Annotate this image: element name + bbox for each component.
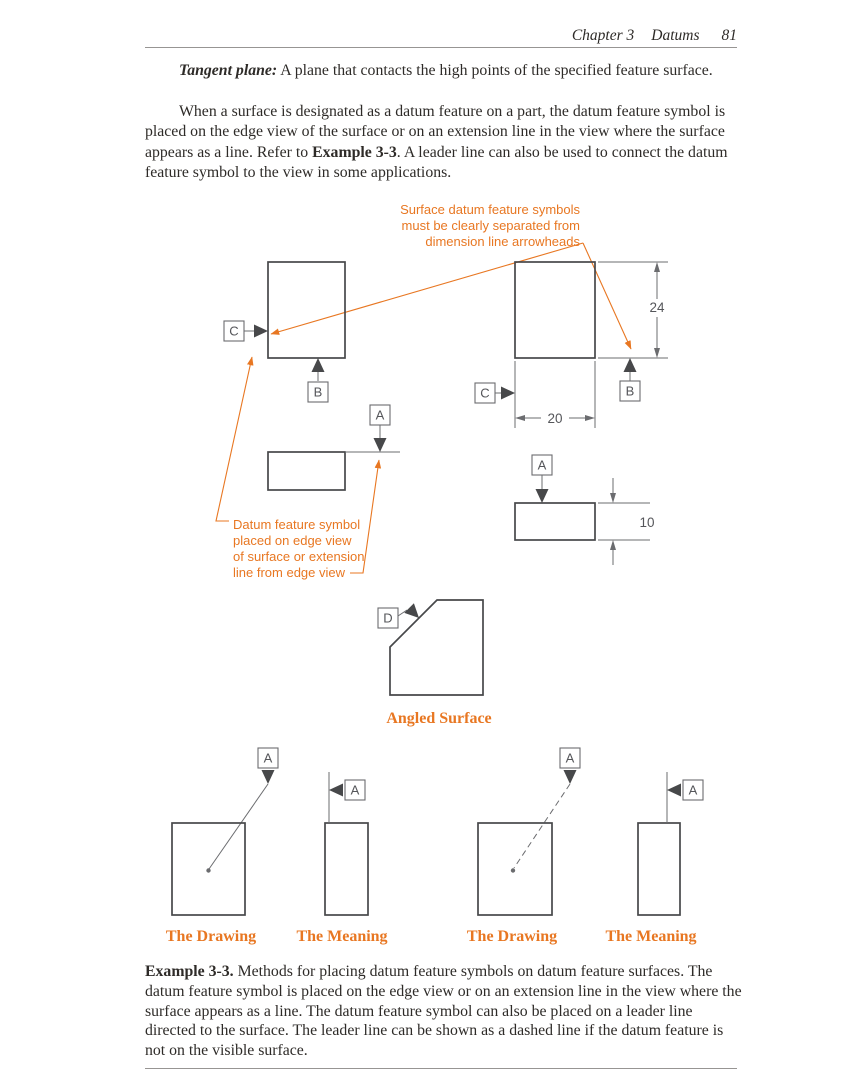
dimension-arrow-up bbox=[654, 262, 660, 272]
datum-b-triangle bbox=[312, 358, 325, 372]
callout-top-line1: Surface datum feature symbols bbox=[400, 202, 580, 217]
the-meaning-label-2: The Meaning bbox=[605, 928, 697, 945]
callout-left-line3: of surface or extension bbox=[233, 549, 365, 564]
the-drawing-label-2: The Drawing bbox=[466, 928, 558, 945]
chapter-label: Chapter 3 bbox=[571, 27, 635, 44]
datum-c-label: C bbox=[229, 323, 239, 339]
callout-top-line2: must be clearly separated from bbox=[401, 218, 580, 233]
datum-c-label: C bbox=[480, 385, 490, 401]
term-tangent-plane: Tangent plane: bbox=[179, 62, 278, 79]
right-dimensioned-view bbox=[475, 262, 668, 428]
datum-b-label: B bbox=[625, 383, 635, 399]
callout-leader-to-datum-b bbox=[583, 243, 631, 349]
callout-leader-to-edge-view bbox=[216, 357, 252, 521]
datum-a-triangle bbox=[536, 489, 549, 503]
datum-a-label-meaning: A bbox=[688, 782, 698, 798]
datum-a-label-meaning: A bbox=[350, 782, 360, 798]
callout-left-line2: placed on edge view bbox=[233, 533, 352, 548]
figure-caption bbox=[145, 962, 743, 1061]
part-outline bbox=[515, 503, 595, 540]
part-outline bbox=[268, 452, 345, 490]
part-outline bbox=[478, 823, 552, 915]
datum-a-triangle bbox=[564, 770, 577, 784]
the-meaning-label-1: The Meaning bbox=[296, 928, 388, 945]
datum-a-label: A bbox=[263, 750, 273, 766]
datum-d-label: D bbox=[383, 610, 393, 626]
leader-dot bbox=[511, 868, 515, 872]
footer-rule bbox=[145, 1068, 737, 1069]
datum-a-triangle-meaning bbox=[329, 784, 343, 797]
datum-feature-text-before: When a surface is designated as a datum feature on a part, the datum feature symbol is placed on the edge view of the surface or on an extension line in the view where the surface appears as a line. Refer to bbox=[145, 103, 726, 161]
leader-dot bbox=[206, 868, 210, 872]
leader-line-solid bbox=[209, 784, 268, 869]
leader-line-dashed-example bbox=[467, 748, 703, 945]
leader-line-solid-example bbox=[166, 748, 388, 945]
datum-a-label: A bbox=[537, 457, 547, 473]
left-edge-view-drawing bbox=[224, 262, 345, 402]
angled-surface-drawing bbox=[378, 600, 492, 727]
callout-left-line1: Datum feature symbol bbox=[233, 517, 361, 532]
datum-c-triangle bbox=[501, 387, 515, 400]
right-lower-dimensioned-view bbox=[515, 455, 655, 565]
tangent-plane-definition: A plane that contacts the high points of the specified feature surface. bbox=[277, 62, 713, 79]
part-outline-meaning bbox=[638, 823, 680, 915]
left-lower-view-drawing bbox=[268, 405, 400, 490]
callout-leader-to-datum-c bbox=[271, 243, 583, 334]
datum-a-triangle bbox=[374, 438, 387, 452]
the-drawing-label-1: The Drawing bbox=[165, 928, 257, 945]
callout-left-line4: line from edge view bbox=[233, 565, 345, 580]
datum-feature-text-after: . A leader line can also be used to connect the datum feature symbol to the view in some applications. bbox=[145, 143, 728, 181]
top-callout bbox=[271, 202, 631, 349]
dimension-arrow-down bbox=[610, 493, 616, 503]
callout-top-line3: dimension line arrowheads bbox=[425, 234, 580, 249]
page-number: 81 bbox=[721, 27, 737, 44]
part-outline-angled bbox=[390, 600, 483, 695]
dimension-arrow-down bbox=[654, 348, 660, 358]
dimension-value-20: 20 bbox=[547, 411, 563, 426]
left-callout bbox=[216, 357, 379, 580]
datum-a-triangle-meaning bbox=[667, 784, 681, 797]
section-label: Datums bbox=[651, 27, 700, 44]
datum-a-label: A bbox=[565, 750, 575, 766]
caption-lead: Example 3-3. bbox=[145, 963, 234, 980]
dimension-arrow-up bbox=[610, 540, 616, 550]
datum-a-triangle bbox=[262, 770, 275, 784]
datum-a-label: A bbox=[375, 407, 385, 423]
caption-body: Methods for placing datum feature symbols on datum feature surfaces. The datum feature symbol is placed on the edge view or on an extension line in the view where the surface appears as a line. The datum feature symbol can also be placed on a leader line directed to the surface. The leader line can be shown as a dashed line if the datum feature is not on the visible surface. bbox=[145, 963, 742, 1060]
dimension-value-10: 10 bbox=[639, 515, 655, 530]
angled-surface-label: Angled Surface bbox=[386, 710, 492, 727]
part-outline bbox=[268, 262, 345, 358]
dimension-value-24: 24 bbox=[649, 300, 665, 315]
part-outline-meaning bbox=[325, 823, 368, 915]
part-outline bbox=[515, 262, 595, 358]
leader-line-dashed bbox=[514, 784, 570, 868]
datum-b-label: B bbox=[313, 384, 323, 400]
example-reference: Example 3-3 bbox=[312, 143, 397, 161]
datum-c-triangle bbox=[254, 325, 268, 338]
datum-b-triangle bbox=[624, 358, 637, 372]
